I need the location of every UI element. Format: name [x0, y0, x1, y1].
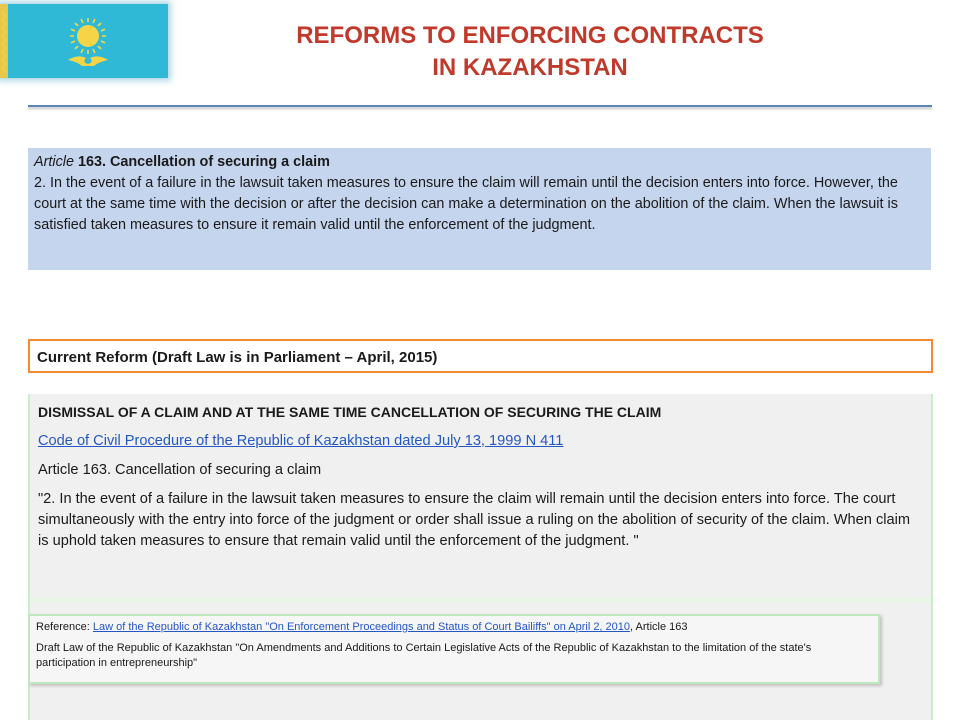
draft-divider — [30, 598, 931, 602]
reference-line — [36, 620, 872, 635]
article-heading-rest: 163. Cancellation of securing a claim — [73, 154, 330, 170]
enforcement-law-link[interactable]: Law of the Republic of Kazakhstan "On Enforcement Proceedings and Status of Court Bailiffs" on April 2, 2010 — [92, 621, 631, 633]
reference-suffix: , Article 163 — [630, 621, 688, 633]
title-divider — [28, 105, 932, 107]
current-reform-header: Current Reform (Draft Law is in Parliament – April, 2015) — [28, 339, 933, 373]
draft-article-line: Article 163. Cancellation of securing a claim — [38, 462, 322, 478]
article-heading — [34, 152, 925, 173]
draft-quote: "2. In the event of a failure in the lawsuit taken measures to ensure the claim will remain until the decision enters into force. The court simultaneously with the entry into force of the judgment or order shall issue a ruling on the abolition of security of the claim. When claim is uphold taken measures to ensure that remain valid until the enforcement of the judgment. " — [38, 491, 911, 549]
reference-box — [28, 614, 880, 684]
current-article-box — [28, 148, 931, 270]
title-line-1: REFORMS TO ENFORCING CONTRACTS — [296, 22, 764, 49]
title-line-2: IN KAZAKHSTAN — [432, 54, 628, 81]
article-body: 2. In the event of a failure in the lawsuit taken measures to ensure the claim will remain until the decision enters into force. However, the court at the same time with the decision or after the decision can make a determination on the abolition of the claim. When the lawsuit is satisfied taken measures to ensure it remain valid until the enforcement of the judgment. — [34, 175, 898, 233]
article-heading-prefix: Article — [34, 154, 74, 170]
code-civil-procedure-link[interactable]: Code of Civil Procedure of the Republic of Kazakhstan dated July 13, 1999 N 411 — [38, 433, 564, 449]
draft-law-content — [38, 402, 918, 560]
flag-emblem-icon — [0, 4, 168, 78]
kazakhstan-flag — [0, 4, 168, 78]
draft-law-reference: Draft Law of the Republic of Kazakhstan "On Amendments and Additions to Certain Legislative Acts of the Republic of Kazakhstan to the limitation of the state's participation in entrepreneurship" — [36, 642, 812, 669]
reference-prefix: Reference: — [36, 621, 93, 633]
page-title — [260, 20, 800, 84]
draft-title: DISMISSAL OF A CLAIM AND AT THE SAME TIME CANCELLATION OF SECURING THE CLAIM — [38, 404, 662, 420]
